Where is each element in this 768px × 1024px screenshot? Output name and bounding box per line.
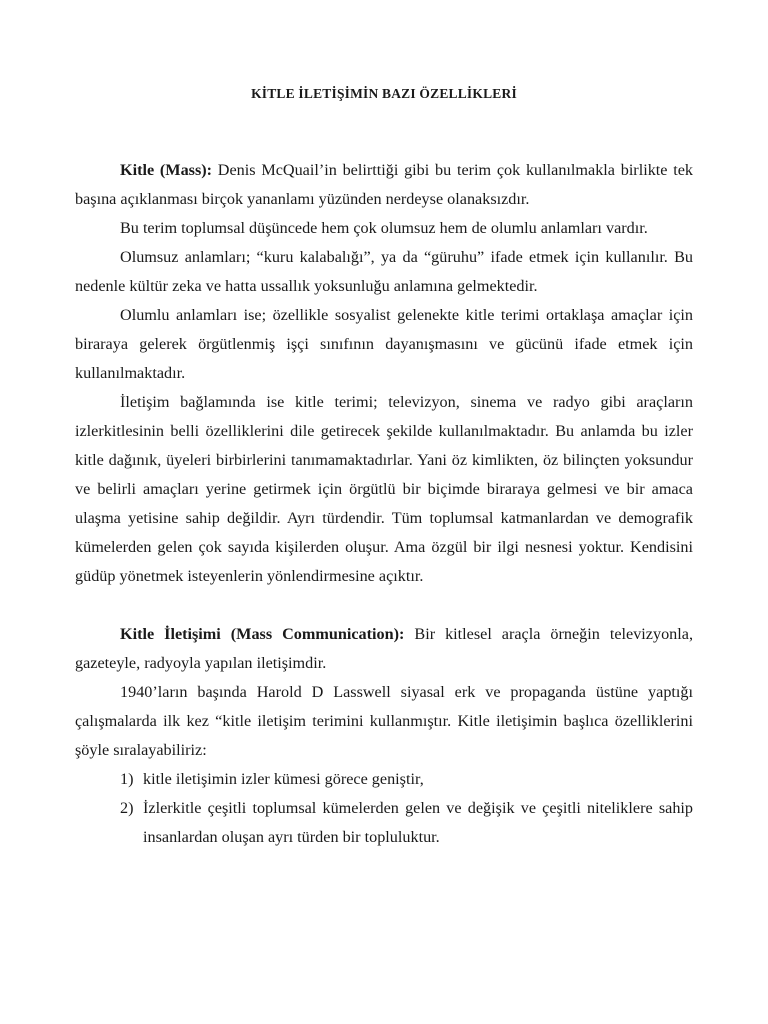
paragraph: 1940’ların başında Harold D Lasswell siyasal erk ve propaganda üstüne yaptığı çalışmalarda ilk kez “kitle iletişim terimini kullanmıştır. Kitle iletişimin başlıca özelliklerini şöyle sıralayabiliriz: [75,683,693,759]
list-item [75,765,693,794]
term-kitle: Kitle (Mass): [120,161,213,179]
features-list [75,765,693,852]
paragraph: Olumlu anlamları ise; özellikle sosyalist gelenekte kitle terimi ortaklaşa amaçlar için biraraya gelerek örgütlenmiş işçi sınıfının dayanışmasını ve gücünü ifade etmek için kullanılmaktadır. [75,306,693,382]
list-item [75,794,693,852]
paragraph: Olumsuz anlamları; “kuru kalabalığı”, ya da “güruhu” ifade etmek için kullanılır. Bu nedenle kültür zeka ve hatta ussallık yoksunluğu anlamına gelmektedir. [75,248,693,295]
document-body [75,156,693,852]
list-item-text: İzlerkitle çeşitli toplumsal kümelerden gelen ve değişik ve çeşitli niteliklere sahip insanlardan oluşan ayrı türden bir topluluktur. [143,799,693,846]
section-gap [75,591,693,620]
paragraph: İletişim bağlamında ise kitle terimi; televizyon, sinema ve radyo gibi araçların izlerkitlesinin belli özelliklerini dile getirecek şekilde kullanılmaktadır. Bu anlamda bu izler kitle dağınık, üyeleri birbirlerini tanımamaktadırlar. Yani öz kimlikten, öz bilinçten yoksundur ve belirli amaçları yerine getirmek için örgütlü bir biçimde biraraya gelmesi ve bir amaca ulaşma yetisine sahip değildir. Ayrı türdendir. Tüm toplumsal katmanlardan ve demografik kümelerden gelen çok sayıda kişilerden oluşur. Ama özgül bir ilgi nesnesi yoktur. Kendisini güdüp yönetmek isteyenlerin yönlendirmesine açıktır. [75,393,693,585]
paragraph-kitle-iletisimi-definition [75,620,693,678]
list-item-number: 2) [120,799,134,817]
paragraph-text: Bir kitlesel araçla örneğin televizyonla, gazeteyle, radyoyla yapılan iletişimdir. [75,625,693,672]
list-item-number: 1) [120,770,134,788]
paragraph: Bu terim toplumsal düşüncede hem çok olumsuz hem de olumlu anlamları vardır. [120,219,648,237]
list-item-text: kitle iletişimin izler kümesi görece geniştir, [143,770,424,788]
document-title: KİTLE İLETİŞİMİN BAZI ÖZELLİKLERİ [251,86,517,101]
paragraph-kitle-definition [75,156,693,214]
term-kitle-iletisimi: Kitle İletişimi (Mass Communication): [120,625,405,643]
paragraph-text: Denis McQuail’in belirttiği gibi bu terim çok kullanılmakla birlikte tek başına açıklanması birçok yananlamı yüzünden nerdeyse olanaksızdır. [75,161,693,208]
